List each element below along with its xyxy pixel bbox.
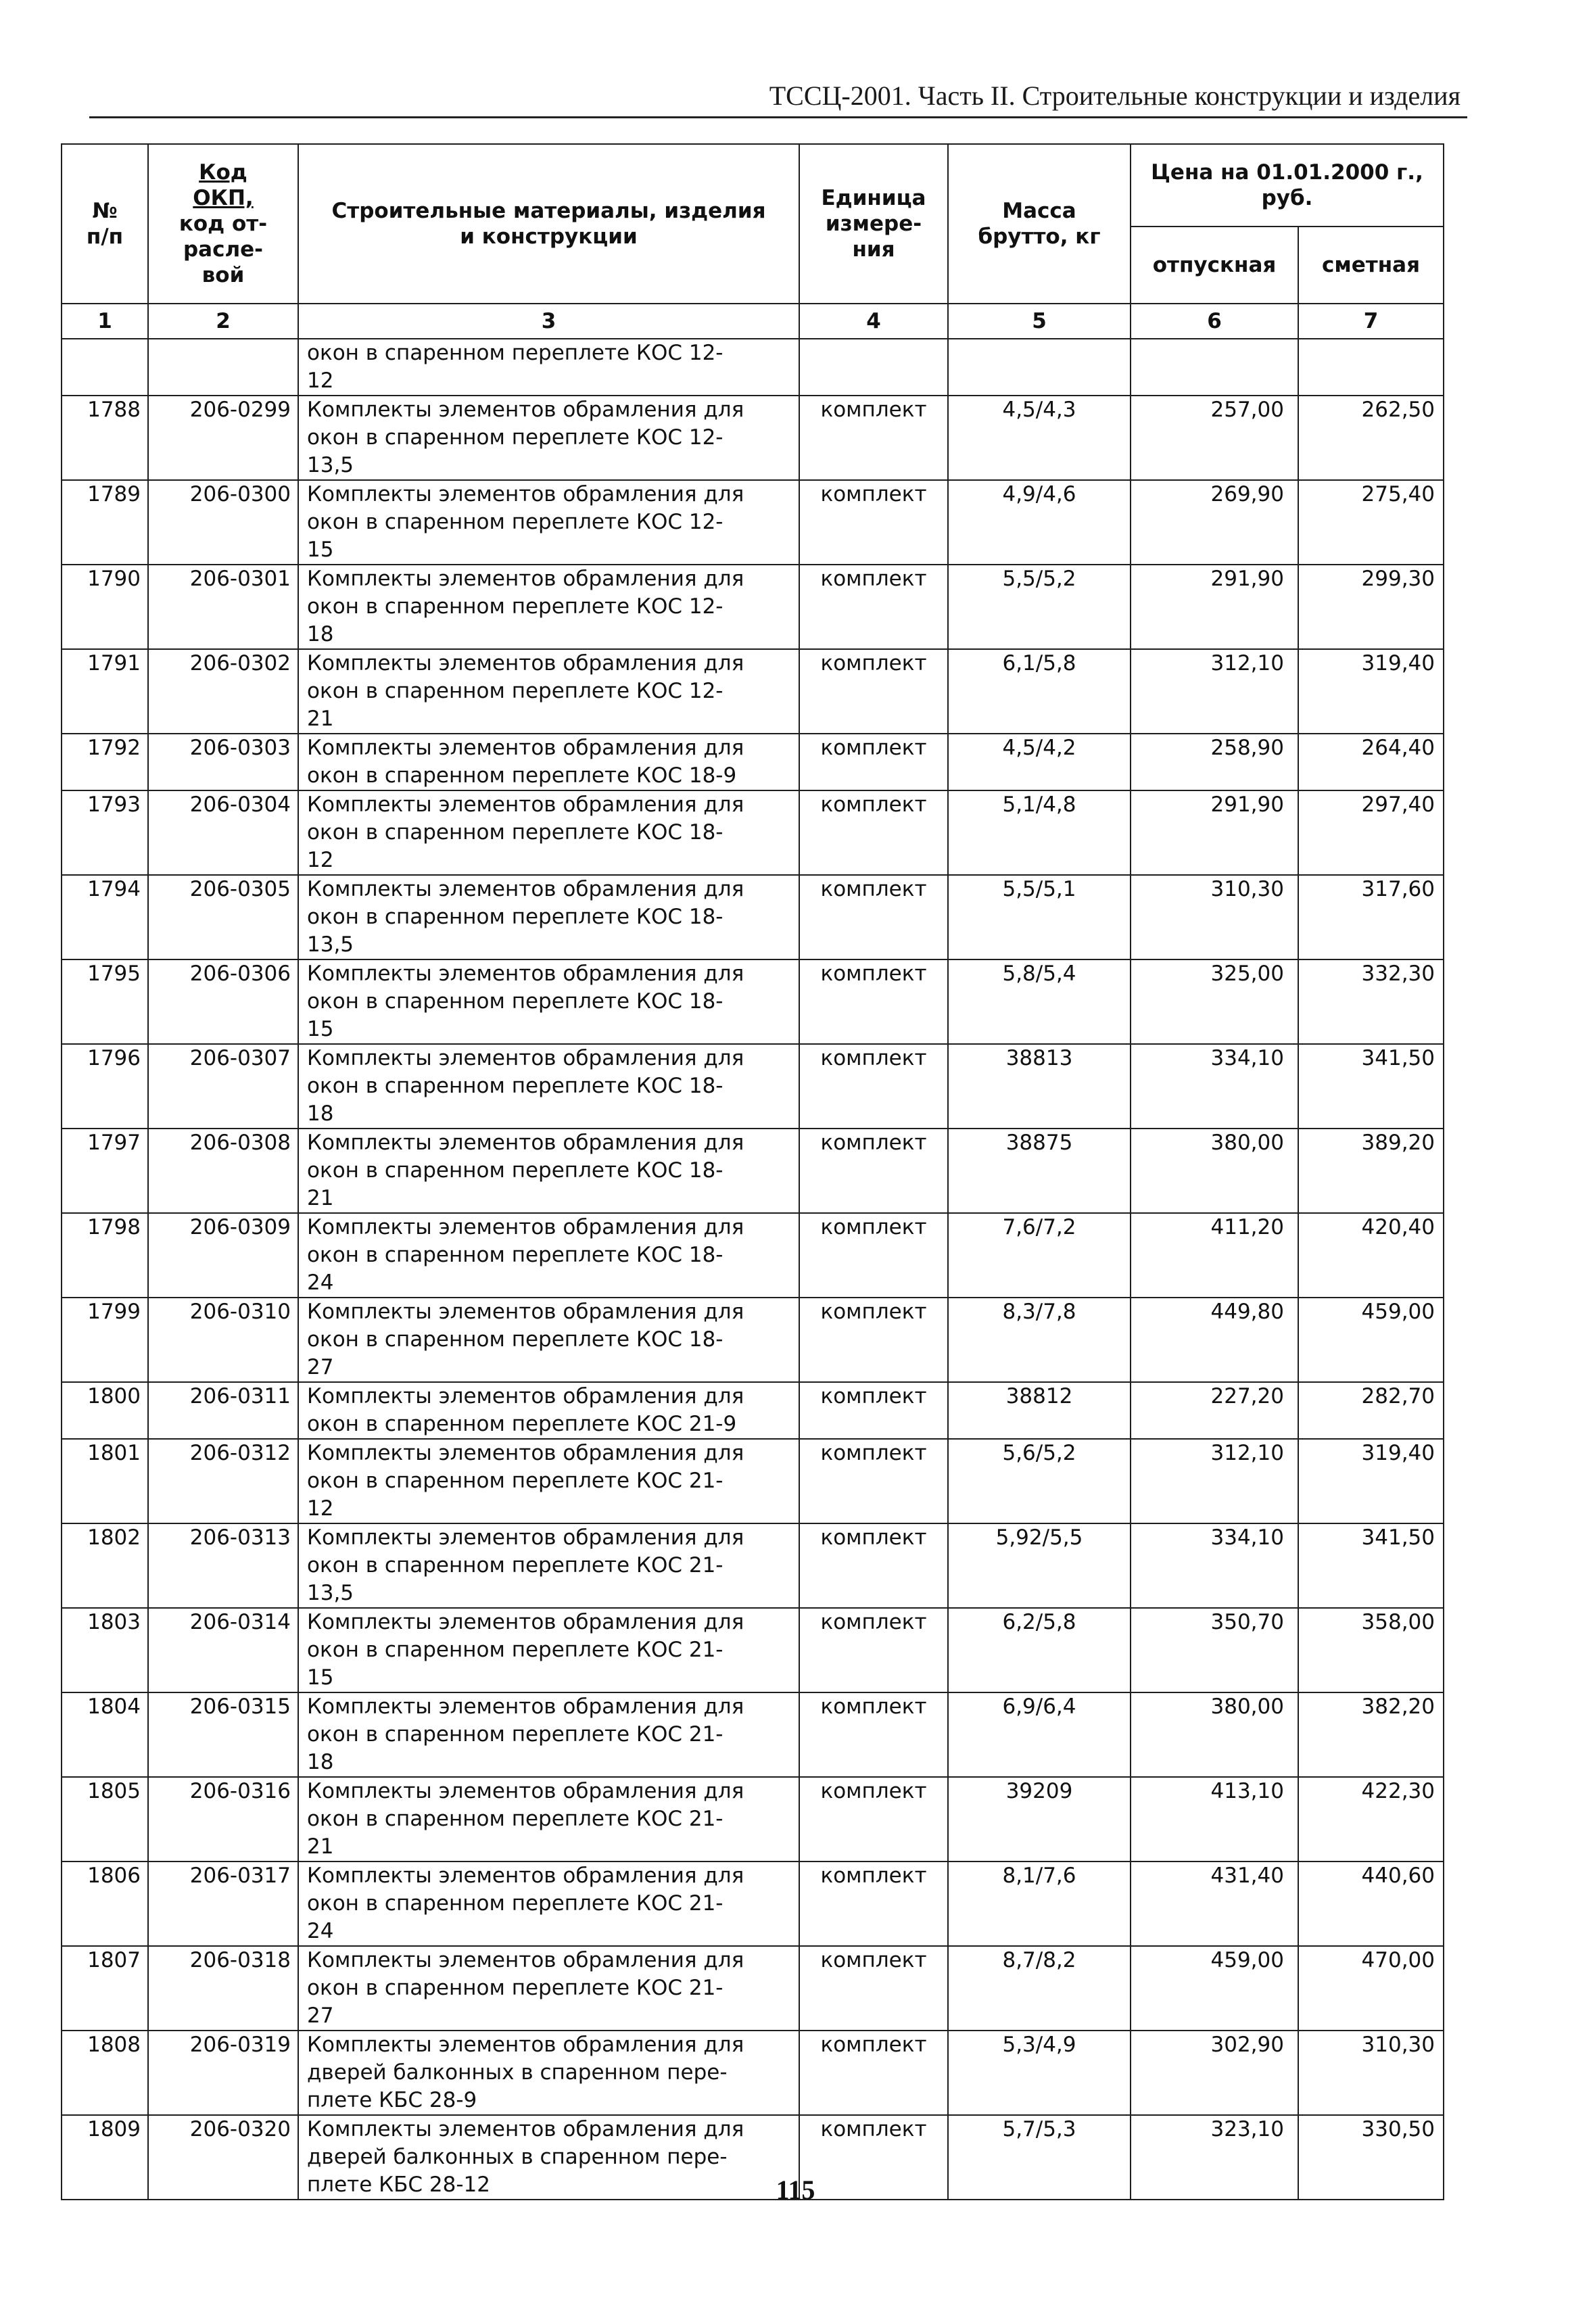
row-description (298, 2031, 799, 2115)
row-description-line: 13,5 (307, 1581, 354, 1605)
row-price-estimate: 440,60 (1298, 1861, 1444, 1946)
row-price-release: 459,00 (1131, 1946, 1298, 2031)
row-price-release: 380,00 (1131, 1692, 1298, 1777)
row-description-line: Комплекты элементов обрамления для (307, 482, 744, 506)
row-price-estimate: 319,40 (1298, 649, 1444, 734)
row-description-line: Комплекты элементов обрамления для (307, 792, 744, 817)
row-description-line: 18 (307, 1750, 334, 1774)
table-row (62, 1044, 1444, 1129)
row-price-release: 350,70 (1131, 1608, 1298, 1692)
row-description-line: Комплекты элементов обрамления для (307, 736, 744, 760)
row-description-line: окон в спаренном переплете КОС 18- (307, 1074, 723, 1098)
header-name-line2: и конструкции (460, 224, 638, 249)
header-num-line2: п/п (86, 224, 124, 249)
row-mass: 5,6/5,2 (948, 1439, 1131, 1523)
row-number: 1794 (62, 875, 148, 959)
row-mass: 5,7/5,3 (948, 2115, 1131, 2200)
row-code: 206-0314 (148, 1608, 298, 1692)
row-code: 206-0315 (148, 1692, 298, 1777)
row-mass: 6,9/6,4 (948, 1692, 1131, 1777)
carryover-code (148, 339, 298, 396)
header-rule (89, 116, 1467, 118)
row-number: 1797 (62, 1129, 148, 1213)
row-price-release: 323,10 (1131, 2115, 1298, 2200)
header-price-release: отпускная (1131, 227, 1298, 304)
row-description-line: Комплекты элементов обрамления для (307, 962, 744, 986)
row-price-estimate: 382,20 (1298, 1692, 1444, 1777)
row-code: 206-0305 (148, 875, 298, 959)
row-description-line: 15 (307, 1017, 334, 1041)
row-unit: комплект (799, 1129, 948, 1213)
row-mass: 38813 (948, 1044, 1131, 1129)
row-price-estimate: 470,00 (1298, 1946, 1444, 2031)
header-code-line5: вой (201, 263, 245, 287)
row-description (298, 1946, 799, 2031)
row-price-estimate: 330,50 (1298, 2115, 1444, 2200)
row-description (298, 1382, 799, 1439)
row-price-estimate: 264,40 (1298, 734, 1444, 790)
carryover-num (62, 339, 148, 396)
row-price-release: 411,20 (1131, 1213, 1298, 1298)
row-description-line: окон в спаренном переплете КОС 12- (307, 594, 723, 619)
table-row (62, 1213, 1444, 1298)
row-description (298, 1523, 799, 1608)
row-code: 206-0303 (148, 734, 298, 790)
header-code (148, 144, 298, 304)
row-description-line: 13,5 (307, 932, 354, 957)
row-description-line: окон в спаренном переплете КОС 21- (307, 1891, 723, 1916)
row-mass: 4,5/4,3 (948, 396, 1131, 480)
table-row (62, 734, 1444, 790)
row-code: 206-0309 (148, 1213, 298, 1298)
row-code: 206-0307 (148, 1044, 298, 1129)
row-number: 1795 (62, 959, 148, 1044)
header-price (1131, 144, 1444, 227)
row-number: 1790 (62, 565, 148, 649)
row-description-line: 27 (307, 1355, 334, 1379)
row-description-line: Комплекты элементов обрамления для (307, 398, 744, 422)
row-mass: 5,3/4,9 (948, 2031, 1131, 2115)
table-row (62, 1861, 1444, 1946)
row-description-line: Комплекты элементов обрамления для (307, 1215, 744, 1239)
row-description-line: 24 (307, 1271, 334, 1295)
row-price-estimate: 317,60 (1298, 875, 1444, 959)
row-code: 206-0318 (148, 1946, 298, 2031)
row-description-line: Комплекты элементов обрамления для (307, 1779, 744, 1803)
row-mass: 8,1/7,6 (948, 1861, 1131, 1946)
row-mass: 39209 (948, 1777, 1131, 1861)
row-description-line: окон в спаренном переплете КОС 18- (307, 1158, 723, 1183)
row-description-line: 18 (307, 1101, 334, 1126)
row-description-line: 12 (307, 1496, 334, 1521)
row-price-estimate: 389,20 (1298, 1129, 1444, 1213)
table-row (62, 1382, 1444, 1439)
column-number: 4 (799, 304, 948, 339)
row-code: 206-0306 (148, 959, 298, 1044)
row-price-release: 302,90 (1131, 2031, 1298, 2115)
row-number: 1801 (62, 1439, 148, 1523)
table-row (62, 1692, 1444, 1777)
row-number: 1803 (62, 1608, 148, 1692)
row-description-line: окон в спаренном переплете КОС 21-9 (307, 1412, 737, 1436)
row-price-estimate: 282,70 (1298, 1382, 1444, 1439)
row-unit: комплект (799, 1692, 948, 1777)
header-code-line2: ОКП, (193, 186, 254, 210)
carryover-mass (948, 339, 1131, 396)
carryover-line: 12 (307, 369, 334, 393)
row-code: 206-0300 (148, 480, 298, 565)
row-description (298, 396, 799, 480)
table-row (62, 1608, 1444, 1692)
row-price-release: 269,90 (1131, 480, 1298, 565)
row-description-line: окон в спаренном переплете КОС 12- (307, 679, 723, 703)
row-unit: комплект (799, 649, 948, 734)
row-description-line: Комплекты элементов обрамления для (307, 1384, 744, 1408)
row-price-release: 312,10 (1131, 649, 1298, 734)
row-description (298, 480, 799, 565)
column-number: 1 (62, 304, 148, 339)
row-description-line: 21 (307, 1834, 334, 1859)
table-row (62, 480, 1444, 565)
row-mass: 5,5/5,1 (948, 875, 1131, 959)
row-description-line: дверей балконных в спаренном пере- (307, 2145, 728, 2169)
row-unit: комплект (799, 1382, 948, 1439)
header-num (62, 144, 148, 304)
table-row (62, 565, 1444, 649)
header-row-top (62, 144, 1444, 227)
row-description-line: Комплекты элементов обрамления для (307, 1610, 744, 1634)
row-number: 1788 (62, 396, 148, 480)
row-price-estimate: 262,50 (1298, 396, 1444, 480)
row-price-estimate: 420,40 (1298, 1213, 1444, 1298)
table-row (62, 649, 1444, 734)
row-description-line: окон в спаренном переплете КОС 12- (307, 425, 723, 450)
row-description-line: 15 (307, 538, 334, 562)
row-description (298, 790, 799, 875)
row-description (298, 875, 799, 959)
row-number: 1789 (62, 480, 148, 565)
row-price-estimate: 319,40 (1298, 1439, 1444, 1523)
row-description-line: Комплекты элементов обрамления для (307, 2033, 744, 2057)
row-description-line: окон в спаренном переплете КОС 18- (307, 989, 723, 1014)
row-description-line: Комплекты элементов обрамления для (307, 1300, 744, 1324)
row-unit: комплект (799, 1298, 948, 1382)
row-description (298, 565, 799, 649)
row-code: 206-0312 (148, 1439, 298, 1523)
row-price-release: 431,40 (1131, 1861, 1298, 1946)
row-unit: комплект (799, 565, 948, 649)
row-mass: 5,1/4,8 (948, 790, 1131, 875)
carryover-description (298, 339, 799, 396)
row-description-line: окон в спаренном переплете КОС 21- (307, 1807, 723, 1831)
header-price-estimate: сметная (1298, 227, 1444, 304)
table-body (62, 339, 1444, 2200)
column-number-row (62, 304, 1444, 339)
row-number: 1796 (62, 1044, 148, 1129)
row-description-line: Комплекты элементов обрамления для (307, 1864, 744, 1888)
header-unit-line3: ния (852, 237, 895, 262)
header-name-line1: Строительные материалы, изделия (331, 199, 766, 223)
table-row (62, 396, 1444, 480)
row-description (298, 1044, 799, 1129)
header-code-line3: код от- (179, 212, 268, 236)
row-number: 1804 (62, 1692, 148, 1777)
row-number: 1799 (62, 1298, 148, 1382)
row-unit: комплект (799, 396, 948, 480)
row-code: 206-0320 (148, 2115, 298, 2200)
row-unit: комплект (799, 1861, 948, 1946)
price-table (61, 143, 1444, 2200)
row-description (298, 1213, 799, 1298)
row-price-release: 449,80 (1131, 1298, 1298, 1382)
row-unit: комплект (799, 1213, 948, 1298)
header-mass-line2: брутто, кг (978, 224, 1101, 249)
row-number: 1793 (62, 790, 148, 875)
column-number: 7 (1298, 304, 1444, 339)
row-code: 206-0317 (148, 1861, 298, 1946)
row-description-line: Комплекты элементов обрамления для (307, 651, 744, 675)
row-unit: комплект (799, 875, 948, 959)
row-unit: комплект (799, 2115, 948, 2200)
row-description-line: окон в спаренном переплете КОС 18- (307, 820, 723, 845)
row-description (298, 1608, 799, 1692)
header-unit-line1: Единица (821, 186, 926, 210)
table-row (62, 790, 1444, 875)
row-price-release: 380,00 (1131, 1129, 1298, 1213)
header-num-line1: № (92, 199, 118, 223)
row-description-line: Комплекты элементов обрамления для (307, 1131, 744, 1155)
row-unit: комплект (799, 734, 948, 790)
table-row (62, 1523, 1444, 1608)
row-number: 1798 (62, 1213, 148, 1298)
row-code: 206-0319 (148, 2031, 298, 2115)
row-mass: 8,3/7,8 (948, 1298, 1131, 1382)
header-code-line4: расле- (183, 237, 264, 262)
row-code: 206-0316 (148, 1777, 298, 1861)
row-unit: комплект (799, 1523, 948, 1608)
column-number: 6 (1131, 304, 1298, 339)
row-description-line: Комплекты элементов обрамления для (307, 567, 744, 591)
row-number: 1809 (62, 2115, 148, 2200)
header-price-line1: Цена на 01.01.2000 г., (1151, 160, 1423, 185)
row-code: 206-0313 (148, 1523, 298, 1608)
row-number: 1805 (62, 1777, 148, 1861)
row-mass: 8,7/8,2 (948, 1946, 1131, 2031)
row-description-line: 12 (307, 848, 334, 872)
column-number: 5 (948, 304, 1131, 339)
row-price-estimate: 275,40 (1298, 480, 1444, 565)
row-price-release: 258,90 (1131, 734, 1298, 790)
row-price-estimate: 341,50 (1298, 1523, 1444, 1608)
table-row (62, 1298, 1444, 1382)
row-description-line: 13,5 (307, 453, 354, 477)
row-description-line: 15 (307, 1665, 334, 1690)
row-price-release: 413,10 (1131, 1777, 1298, 1861)
row-number: 1806 (62, 1861, 148, 1946)
row-code: 206-0304 (148, 790, 298, 875)
header-name (298, 144, 799, 304)
row-unit: комплект (799, 1439, 948, 1523)
column-number: 2 (148, 304, 298, 339)
carryover-price-estimate (1298, 339, 1444, 396)
row-description (298, 1777, 799, 1861)
table-row (62, 875, 1444, 959)
row-description-line: Комплекты элементов обрамления для (307, 877, 744, 901)
row-price-estimate: 422,30 (1298, 1777, 1444, 1861)
row-description-line: окон в спаренном переплете КОС 18-9 (307, 763, 737, 788)
row-description-line: окон в спаренном переплете КОС 18- (307, 1327, 723, 1352)
row-description-line: окон в спаренном переплете КОС 21- (307, 1976, 723, 2000)
row-code: 206-0308 (148, 1129, 298, 1213)
row-description-line: окон в спаренном переплете КОС 18- (307, 1243, 723, 1267)
row-description (298, 734, 799, 790)
row-description-line: 24 (307, 1919, 334, 1943)
row-code: 206-0301 (148, 565, 298, 649)
header-code-line1: Код (199, 160, 247, 185)
row-price-release: 291,90 (1131, 790, 1298, 875)
row-description (298, 959, 799, 1044)
row-description-line: окон в спаренном переплете КОС 21- (307, 1638, 723, 1662)
row-description (298, 1439, 799, 1523)
row-price-estimate: 297,40 (1298, 790, 1444, 875)
header-price-line2: руб. (1261, 186, 1313, 210)
row-price-release: 257,00 (1131, 396, 1298, 480)
row-mass: 5,8/5,4 (948, 959, 1131, 1044)
row-unit: комплект (799, 1946, 948, 2031)
row-description (298, 1861, 799, 1946)
row-description-line: 21 (307, 1186, 334, 1210)
row-price-release: 291,90 (1131, 565, 1298, 649)
row-description-line: Комплекты элементов обрамления для (307, 1046, 744, 1070)
row-mass: 38812 (948, 1382, 1131, 1439)
row-mass: 6,1/5,8 (948, 649, 1131, 734)
column-number: 3 (298, 304, 799, 339)
row-unit: комплект (799, 959, 948, 1044)
row-description-line: Комплекты элементов обрамления для (307, 1441, 744, 1465)
row-number: 1791 (62, 649, 148, 734)
row-price-estimate: 341,50 (1298, 1044, 1444, 1129)
row-description-line: дверей балконных в спаренном пере- (307, 2060, 728, 2085)
carryover-unit (799, 339, 948, 396)
row-unit: комплект (799, 1777, 948, 1861)
table-row (62, 1946, 1444, 2031)
row-mass: 4,5/4,2 (948, 734, 1131, 790)
row-unit: комплект (799, 480, 948, 565)
row-price-release: 310,30 (1131, 875, 1298, 959)
row-price-estimate: 332,30 (1298, 959, 1444, 1044)
row-unit: комплект (799, 1044, 948, 1129)
row-unit: комплект (799, 1608, 948, 1692)
row-unit: комплект (799, 790, 948, 875)
row-description (298, 1129, 799, 1213)
table-row (62, 1439, 1444, 1523)
row-description-line: плете КБС 28-12 (307, 2173, 490, 2197)
row-description-line: 27 (307, 2003, 334, 2028)
carryover-price-release (1131, 339, 1298, 396)
row-number: 1808 (62, 2031, 148, 2115)
row-description-line: окон в спаренном переплете КОС 12- (307, 510, 723, 534)
header-unit (799, 144, 948, 304)
row-code: 206-0302 (148, 649, 298, 734)
row-description-line: плете КБС 28-9 (307, 2088, 477, 2112)
row-price-estimate: 299,30 (1298, 565, 1444, 649)
row-description-line: 21 (307, 707, 334, 731)
carryover-line: окон в спаренном переплете КОС 12- (307, 341, 723, 365)
row-price-release: 227,20 (1131, 1382, 1298, 1439)
row-unit: комплект (799, 2031, 948, 2115)
row-description-line: 18 (307, 622, 334, 646)
row-mass: 4,9/4,6 (948, 480, 1131, 565)
row-mass: 5,92/5,5 (948, 1523, 1131, 1608)
row-description (298, 649, 799, 734)
row-description-line: Комплекты элементов обрамления для (307, 2117, 744, 2141)
table-row (62, 1777, 1444, 1861)
row-code: 206-0311 (148, 1382, 298, 1439)
row-code: 206-0310 (148, 1298, 298, 1382)
row-price-estimate: 358,00 (1298, 1608, 1444, 1692)
row-description (298, 1298, 799, 1382)
row-number: 1807 (62, 1946, 148, 2031)
row-description-line: Комплекты элементов обрамления для (307, 1948, 744, 1972)
row-price-release: 325,00 (1131, 959, 1298, 1044)
table-row (62, 959, 1444, 1044)
page-number: 115 (776, 2175, 815, 2205)
row-price-estimate: 459,00 (1298, 1298, 1444, 1382)
row-price-release: 334,10 (1131, 1523, 1298, 1608)
header-unit-line2: измере- (825, 212, 922, 236)
row-price-estimate: 310,30 (1298, 2031, 1444, 2115)
header-mass (948, 144, 1131, 304)
row-description-line: окон в спаренном переплете КОС 21- (307, 1722, 723, 1747)
row-mass: 6,2/5,8 (948, 1608, 1131, 1692)
row-number: 1802 (62, 1523, 148, 1608)
row-mass: 7,6/7,2 (948, 1213, 1131, 1298)
row-description-line: Комплекты элементов обрамления для (307, 1694, 744, 1719)
row-price-release: 334,10 (1131, 1044, 1298, 1129)
row-description-line: окон в спаренном переплете КОС 18- (307, 905, 723, 929)
running-head: ТССЦ-2001. Часть II. Строительные конструкции и изделия (769, 80, 1461, 111)
row-mass: 5,5/5,2 (948, 565, 1131, 649)
row-number: 1800 (62, 1382, 148, 1439)
row-description-line: окон в спаренном переплете КОС 21- (307, 1469, 723, 1493)
row-mass: 38875 (948, 1129, 1131, 1213)
row-description-line: окон в спаренном переплете КОС 21- (307, 1553, 723, 1578)
row-price-release: 312,10 (1131, 1439, 1298, 1523)
row-description (298, 1692, 799, 1777)
table-row (62, 2031, 1444, 2115)
row-description-line: Комплекты элементов обрамления для (307, 1525, 744, 1550)
header-mass-line1: Масса (1002, 199, 1076, 223)
row-code: 206-0299 (148, 396, 298, 480)
carryover-row (62, 339, 1444, 396)
row-number: 1792 (62, 734, 148, 790)
table-row (62, 1129, 1444, 1213)
